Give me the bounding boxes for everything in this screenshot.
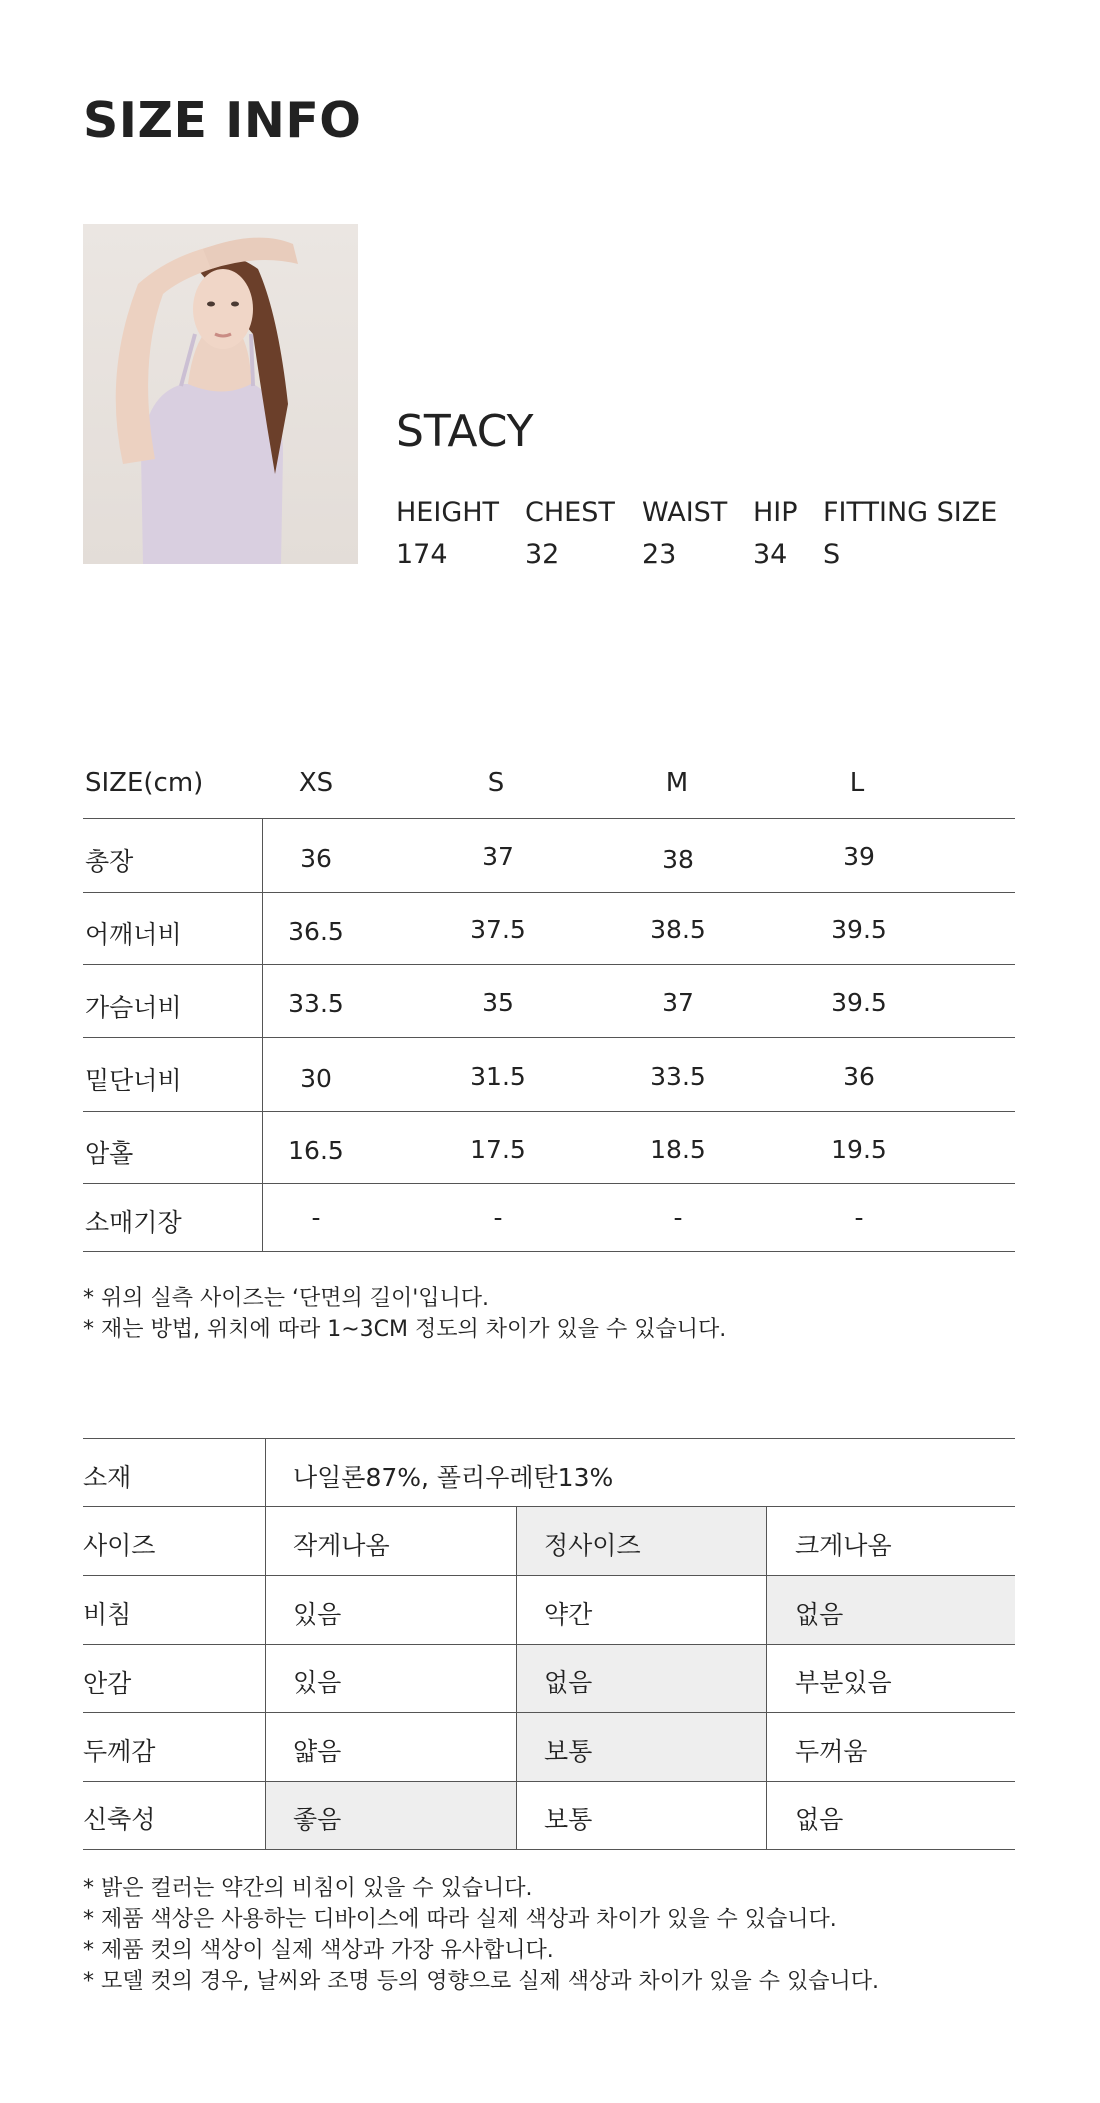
divider [265,1438,266,1849]
table-cell: - [854,1203,864,1232]
table-cell: 30 [300,1064,332,1093]
table-cell: 39 [843,842,875,871]
option-thick: 두꺼움 [795,1737,868,1766]
row-label-material: 소재 [83,1463,132,1492]
stat-height-value: 174 [396,539,448,570]
table-cell: 33.5 [288,989,344,1018]
divider [83,1644,1015,1645]
table-cell: 39.5 [831,988,887,1017]
size-header-s: S [487,768,505,798]
divider [83,1849,1015,1850]
row-label-sleeve: 소매기장 [85,1208,182,1237]
option-medium: 보통 [544,1805,593,1834]
divider [83,1037,1015,1038]
divider [83,964,1015,965]
option-true-to-size: 정사이즈 [544,1531,641,1560]
note-line: * 제품 색상은 사용하는 디바이스에 따라 실제 색상과 차이가 있을 수 있습니다. [83,1907,837,1932]
note-line: * 위의 실측 사이즈는 ‘단면의 길이'입니다. [83,1286,490,1311]
divider [766,1506,767,1849]
divider [83,1506,1015,1507]
table-cell: 31.5 [470,1062,526,1091]
page-title: SIZE INFO [83,92,362,149]
table-cell: 16.5 [288,1136,344,1165]
divider [83,1111,1015,1112]
stat-hip-value: 34 [753,539,788,570]
divider [83,1438,1015,1439]
row-label-stretch: 신축성 [83,1805,156,1834]
divider [83,1183,1015,1184]
stat-hip-label: HIP [753,497,798,528]
row-label-chest: 가슴너비 [85,993,182,1022]
table-cell: 18.5 [650,1135,706,1164]
option-good: 좋음 [293,1805,342,1834]
size-header-l: L [849,768,865,798]
row-label-size-fit: 사이즈 [83,1531,156,1560]
table-cell: - [311,1203,321,1232]
model-name: STACY [396,406,534,457]
divider [83,892,1015,893]
option-small: 작게나옴 [293,1531,390,1560]
model-photo [83,224,358,564]
stat-fitting-size-label: FITTING SIZE [823,497,998,528]
table-cell: 38.5 [650,915,706,944]
option-slight: 약간 [544,1600,593,1629]
note-line: * 제품 컷의 색상이 실제 색상과 가장 유사합니다. [83,1938,554,1963]
divider [516,1506,517,1849]
divider [83,1781,1015,1782]
table-cell: 33.5 [650,1062,706,1091]
note-line: * 모델 컷의 경우, 날씨와 조명 등의 영향으로 실제 색상과 차이가 있을 수 있습니다. [83,1969,879,1994]
option-thin: 얇음 [293,1737,342,1766]
table-cell: 37.5 [470,915,526,944]
table-cell: 37 [662,988,694,1017]
table-cell: 36 [300,844,332,873]
option-partial: 부분있음 [795,1668,892,1697]
fabric-notes [83,1873,879,1997]
note-line: * 재는 방법, 위치에 따라 1~3CM 정도의 차이가 있을 수 있습니다. [83,1317,727,1342]
stat-height-label: HEIGHT [396,497,500,528]
table-cell: 37 [482,842,514,871]
stat-waist-value: 23 [642,539,677,570]
stat-fitting-size-value: S [823,539,841,570]
stat-chest-label: CHEST [525,497,615,528]
divider [83,1251,1015,1252]
option-yes: 있음 [293,1668,342,1697]
row-label-sheerness: 비침 [83,1600,132,1629]
model-photo-illustration [83,224,358,564]
table-cell: 38 [662,845,694,874]
row-label-armhole: 암홀 [85,1139,134,1168]
size-table-header: SIZE(cm) [85,768,204,798]
row-label-thickness: 두께감 [83,1737,156,1766]
stat-chest-value: 32 [525,539,560,570]
table-cell: 39.5 [831,915,887,944]
table-cell: - [673,1203,683,1232]
row-label-length: 총장 [85,847,134,876]
row-label-hem: 밑단너비 [85,1066,182,1095]
option-none: 없음 [795,1600,844,1629]
table-cell: - [493,1203,503,1232]
table-cell: 19.5 [831,1135,887,1164]
divider [262,818,263,1251]
option-none: 없음 [544,1668,593,1697]
stat-waist-label: WAIST [642,497,728,528]
table-cell: 36 [843,1062,875,1091]
material-value: 나일론87%, 폴리우레탄13% [293,1463,614,1492]
divider [83,1712,1015,1713]
divider [83,1575,1015,1576]
table-cell: 36.5 [288,917,344,946]
table-cell: 17.5 [470,1135,526,1164]
divider [83,818,1015,819]
option-yes: 있음 [293,1600,342,1629]
size-header-m: M [665,768,689,798]
option-large: 크게나옴 [795,1531,892,1560]
row-label-lining: 안감 [83,1669,132,1698]
size-notes [83,1283,726,1345]
row-label-shoulder: 어깨너비 [85,920,182,949]
table-cell: 35 [482,988,514,1017]
option-none: 없음 [795,1805,844,1834]
option-medium: 보통 [544,1737,593,1766]
note-line: * 밝은 컬러는 약간의 비침이 있을 수 있습니다. [83,1876,533,1901]
size-header-xs: XS [298,768,334,798]
